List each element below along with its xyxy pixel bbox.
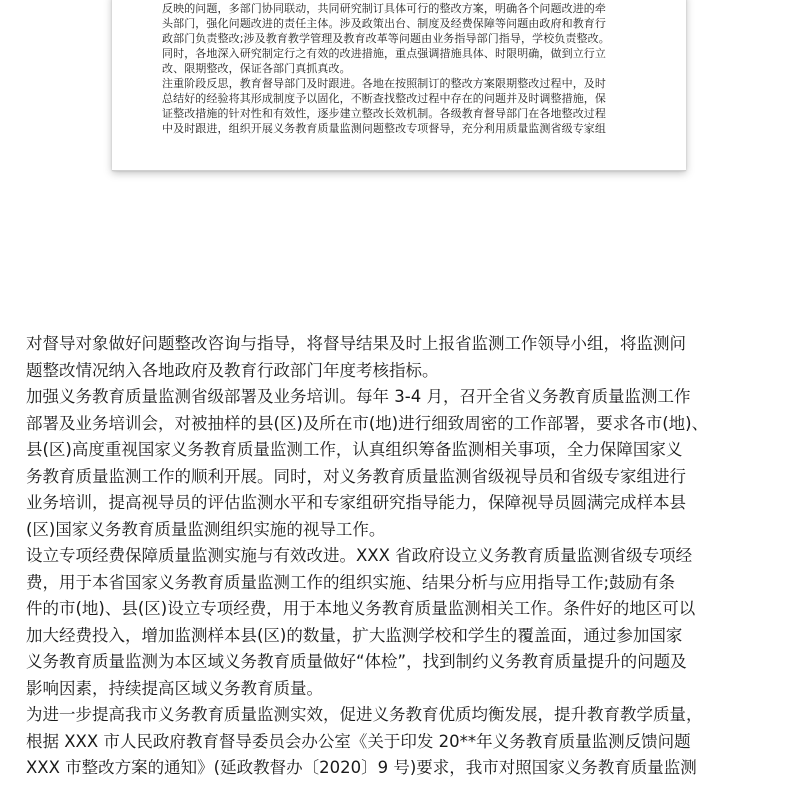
preview-line: 反映的问题，多部门协同联动，共同研究制订具体可行的整改方案，明确各个问题改进的牵 bbox=[162, 2, 606, 15]
body-line: 费，用于本省国家义务教育质量监测工作的组织实施、结果分析与应用指导工作;鼓励有条 bbox=[26, 572, 676, 592]
preview-line: 总结好的经验将其形成制度予以固化，不断查找整改过程中存在的问题并及时调整措施，保 bbox=[162, 92, 606, 105]
body-line: 加大经费投入，增加监测样本县(区)的数量，扩大监测学校和学生的覆盖面，通过参加国家 bbox=[26, 625, 683, 645]
body-line: 义务教育质量监测为本区域义务教育质量做好“体检”，找到制约义务教育质量提升的问题及 bbox=[26, 652, 687, 671]
body-line: 为进一步提高我市义务教育质量监测实效，促进义务教育优质均衡发展，提升教育教学质量， bbox=[26, 705, 703, 724]
body-line: 部署及业务培训会，对被抽样的县(区)及所在市(地)进行细致周密的工作部署，要求各市(地)、 bbox=[26, 413, 709, 433]
body-line: 对督导对象做好问题整改咨询与指导，将督导结果及时上报省监测工作领导小组，将监测问 bbox=[26, 334, 686, 353]
body-line: 加强义务教育质量监测省级部署及业务培训。每年 3-4 月，召开全省义务教育质量监测工作 bbox=[26, 387, 691, 406]
body-line: 影响因素，持续提高区域义务教育质量。 bbox=[26, 678, 323, 698]
body-line: 根据 XXX 市人民政府教育督导委员会办公室《关于印发 20**年义务教育质量监测反馈问题 bbox=[26, 731, 691, 751]
preview-line: 证整改措施的针对性和有效性，逐步建立整改长效机制。各级教育督导部门在各地整改过程 bbox=[162, 107, 606, 120]
preview-text bbox=[162, 0, 686, 136]
preview-line: 注重阶段反思，教育督导部门及时跟进。各地在按照制订的整改方案限期整改过程中，及时 bbox=[162, 77, 606, 90]
body-line: 题整改情况纳入各地政府及教育行政部门年度考核指标。 bbox=[26, 360, 439, 380]
preview-line: 头部门，强化问题改进的责任主体。涉及政策出台、制度及经费保障等问题由政府和教育行 bbox=[162, 17, 606, 30]
body-line: 务教育质量监测工作的顺利开展。同时，对义务教育质量监测省级视导员和省级专家组进行 bbox=[26, 466, 686, 486]
body-line: XXX 市整改方案的通知》(延政教督办〔2020〕9 号)要求，我市对照国家义务教育质量监测 bbox=[26, 758, 697, 777]
body-line: 设立专项经费保障质量监测实施与有效改进。XXX 省政府设立义务教育质量监测省级专项经 bbox=[26, 546, 693, 565]
preview-line: 改、限期整改，保证各部门真抓真改。 bbox=[162, 62, 351, 75]
body-line: 县(区)高度重视国家义务教育质量监测工作，认真组织筹备监测相关事项，全力保障国家义 bbox=[26, 440, 683, 459]
preview-line: 同时，各地深入研究制定行之有效的改进措施，重点强调措施具体、时限明确，做到立行立 bbox=[162, 47, 606, 60]
body-line: 件的市(地)、县(区)设立专项经费，用于本地义务教育质量监测相关工作。条件好的地区可以 bbox=[26, 599, 696, 618]
body-line: 业务培训，提高视导员的评估监测水平和专家组研究指导能力，保障视导员圆满完成样本县 bbox=[26, 493, 686, 512]
preview-line: 中及时跟进，组织开展义务教育质量监测问题整改专项督导，充分利用质量监测省级专家组 bbox=[162, 122, 606, 135]
body-line: (区)国家义务教育质量监测组织实施的视导工作。 bbox=[26, 519, 386, 539]
embedded-page-preview bbox=[112, 0, 686, 171]
preview-line: 政部门负责整改;涉及教育教学管理及教育改革等问题由业务指导部门指导，学校负责整改。 bbox=[162, 32, 610, 45]
document-body bbox=[26, 331, 786, 782]
